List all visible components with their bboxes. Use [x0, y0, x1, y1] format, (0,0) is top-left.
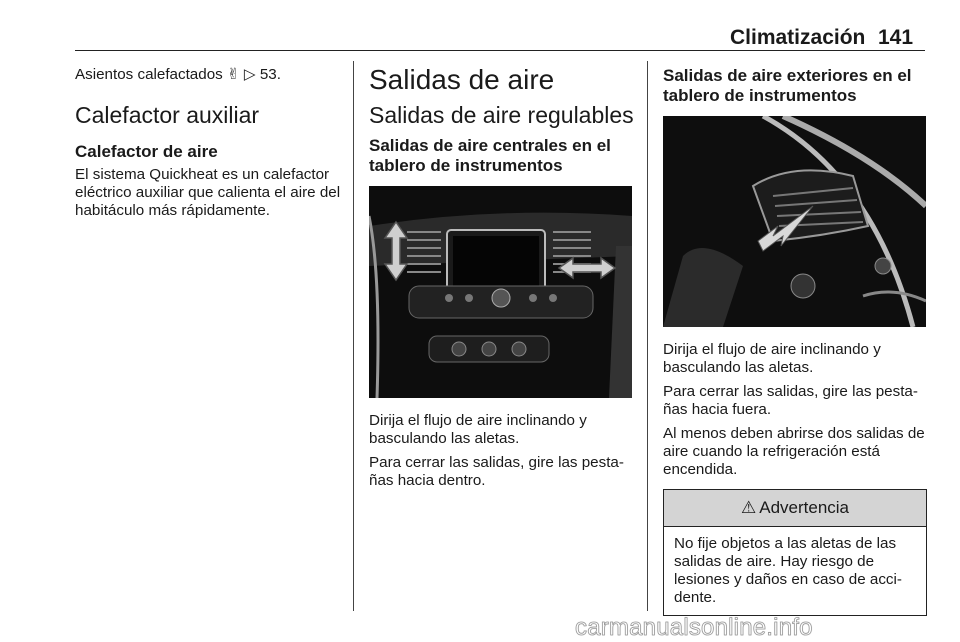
section-heading-auxiliary-heater: Calefactor auxiliar — [75, 102, 260, 128]
warning-body — [664, 527, 926, 615]
warning-text: No fije objetos a las aletas de las salidas de aire. Hay riesgo de lesiones y daños en caso de acci-dente. — [674, 535, 902, 606]
subheading-outer-vents: Salidas de aire exteriores en el tablero de instrumentos — [663, 66, 912, 105]
intro-line — [75, 66, 343, 84]
dashboard-center-illustration — [369, 186, 632, 398]
page-number: 141 — [878, 26, 914, 49]
page-header-title: Climatización — [730, 26, 866, 49]
intro-page-ref: 53. — [259, 66, 281, 83]
warning-icon: ⚠ — [740, 498, 757, 517]
subheading-adjustable-vents: Salidas de aire regulables — [369, 102, 634, 128]
subheading-air-heater: Calefactor de aire — [75, 142, 218, 161]
warning-box — [663, 489, 927, 616]
seat-heater-ref-icon: ✌ ▷ — [226, 66, 256, 83]
subheading-central-vents: Salidas de aire centrales en el tablero de instrumentos — [369, 136, 611, 175]
column-divider-1 — [353, 61, 354, 611]
section-heading-air-vents: Salidas de aire — [369, 64, 555, 95]
watermark: carmanualsonline.info — [575, 614, 813, 641]
outer-vents-image — [663, 116, 926, 327]
paragraph-quickheat: El sistema Quickheat es un calefactor eléctrico auxiliar que calienta el aire del habitáculo más rápidamente. — [75, 166, 341, 219]
column-1 — [75, 66, 343, 220]
warning-header — [664, 490, 926, 527]
paragraph-close-outer: Para cerrar las salidas, gire las pesta-ñas hacia fuera. — [663, 383, 918, 418]
warning-title: Advertencia — [759, 498, 850, 517]
paragraph-tilt-flaps-outer: Dirija el flujo de aire inclinando y basculando las aletas. — [663, 341, 881, 376]
central-vents-image — [369, 186, 632, 398]
intro-text: Asientos calefactados — [75, 66, 223, 83]
column-divider-2 — [647, 61, 648, 611]
paragraph-close-central: Para cerrar las salidas, gire las pesta-ñas hacia dentro. — [369, 454, 624, 489]
column-2 — [369, 66, 634, 490]
paragraph-tilt-flaps-central: Dirija el flujo de aire inclinando y basculando las aletas. — [369, 412, 587, 447]
paragraph-two-vents-open: Al menos deben abrirse dos salidas de aire cuando la refrigeración está encendida. — [663, 425, 925, 478]
header-divider — [75, 50, 925, 51]
column-3 — [663, 66, 926, 616]
side-vent-illustration — [663, 116, 926, 327]
